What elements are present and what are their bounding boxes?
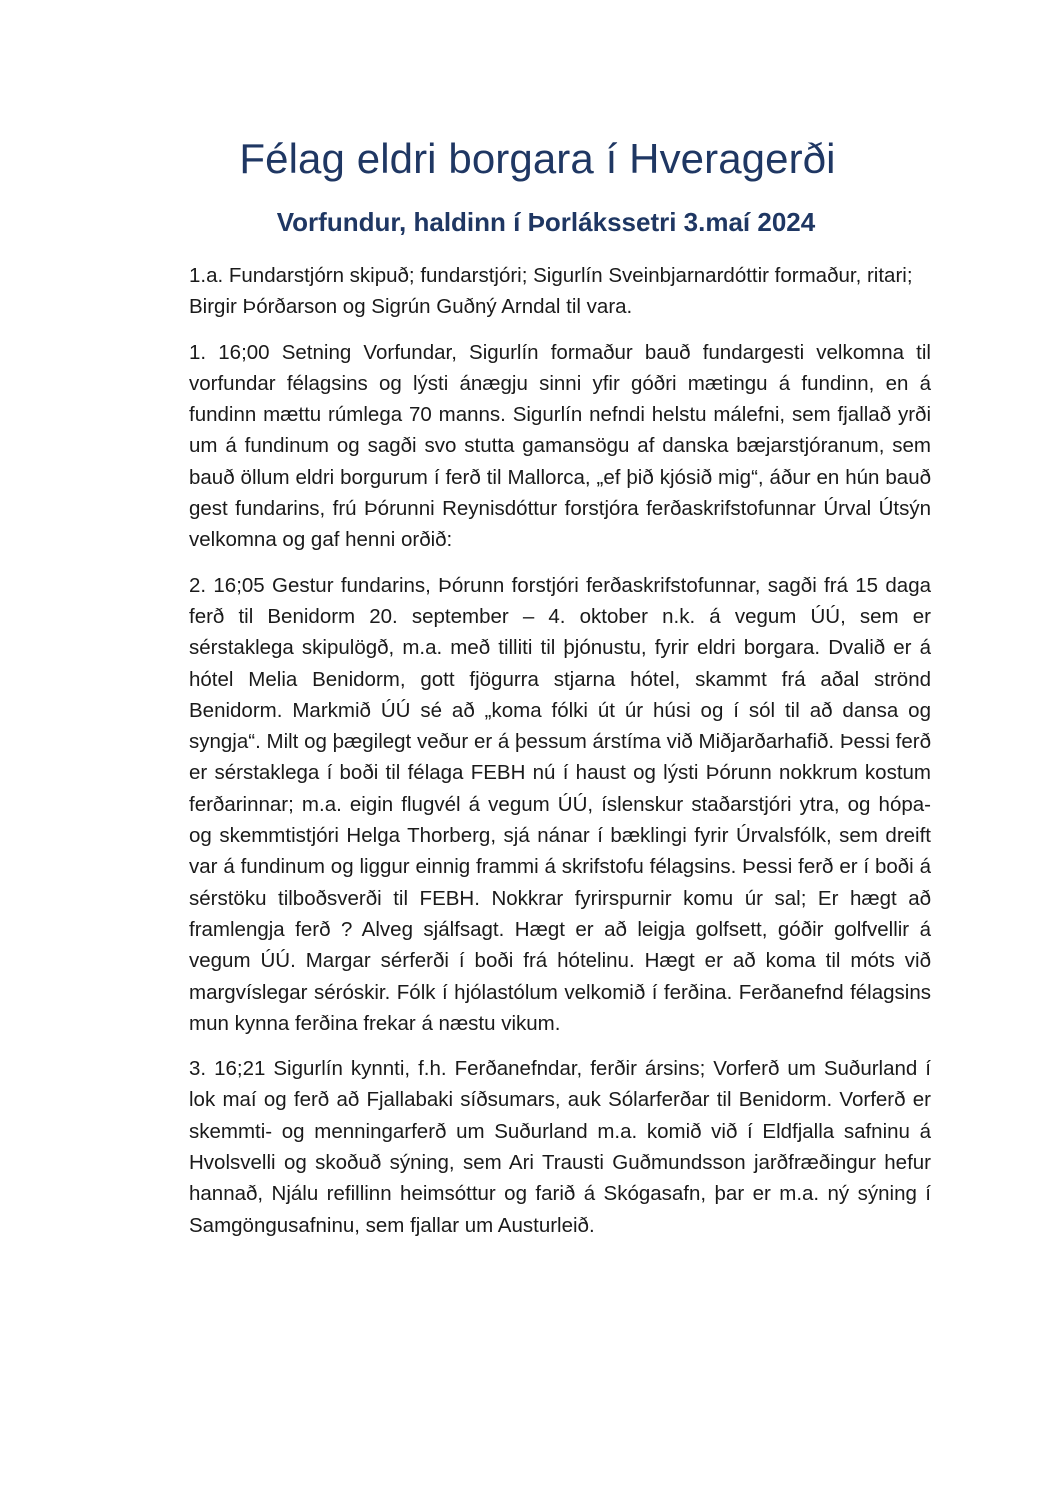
paragraph-1-opening: 1. 16;00 Setning Vorfundar, Sigurlín formaður bauð fundargesti velkomna til vorfundar félagsins og lýsti ánægju sinni yfir góðri mætingu á fundinn, en á fundinn mættu rúmlega 70 manns. Sigurlín nefndi helstu málefni, sem fjallað yrði um á fundinum og sagði svo stutta gamansögu af danska bæjarstjóranum, sem bauð öllum eldri borgurum í ferð til Mallorca, „ef þið kjósið mig“, áður en hún bauð gest fundarins, frú Þórunni Reynisdóttur forstjóra ferðaskrifstofunnar Úrval Útsýn velkomna og gaf henni orðið: bbox=[189, 340, 931, 552]
document-subtitle: Vorfundur, haldinn í Þorlákssetri 3.maí 2024 bbox=[276, 207, 816, 237]
paragraph-1a-meeting-officials: 1.a. Fundarstjórn skipuð; fundarstjóri; Sigurlín Sveinbjarnardóttir formaður, ritari; Birgir Þórðarson og Sigrún Guðný Arndal til vara. bbox=[189, 264, 913, 319]
paragraph-2-guest-benidorm-trip: 2. 16;05 Gestur fundarins, Þórunn forstjóri ferðaskrifstofunnar, sagði frá 15 daga ferð til Benidorm 20. september – 4. oktober n.k. á vegum ÚÚ, sem er sérstaklega skipulögð, m.a. með tilliti til þjónustu, fyrir eldri borgara. Dvalið er á hótel Melia Benidorm, gott fjögurra stjarna hótel, skammt frá aðal strönd Benidorm. Markmið ÚÚ sé að „koma fólki út úr húsi og í sól til að dansa og syngja“. Milt og þægilegt veður er á þessum árstíma við Miðjarðarhafið. Þessi ferð er sérstaklega í boði til félaga FEBH nú í haust og lýsti Þórunn nokkrum kostum ferðarinnar; m.a. eigin flugvél á vegum ÚÚ, íslenskur staðarstjóri ytra, og hópa- og skemmtistjóri Helga Thorberg, sjá nánar í bæklingi fyrir Úrvalsfólk, sem dreift var á fundinum og liggur einnig frammi á skrifstofu félagsins. Þessi ferð er í boði á sérstöku tilboðsverði til FEBH. Nokkrar fyrirspurnir komu úr sal; Er hægt að framlengja ferð ? Alveg sjálfsagt. Hægt er að leigja golfsett, góðir golfvellir á vegum ÚÚ. Margar sérferði í boði frá hótelinu. Hægt er að koma til móts við margvíslegar séróskir. Fólk í hjólastólum velkomið í ferðina. Ferðanefnd félagsins mun kynna ferðina frekar á næstu vikum. bbox=[189, 573, 931, 1035]
document-body bbox=[189, 260, 931, 1255]
document-title: Félag eldri borgara í Hveragerði bbox=[239, 135, 836, 182]
paragraph-3-travel-committee: 3. 16;21 Sigurlín kynnti, f.h. Ferðanefndar, ferðir ársins; Vorferð um Suðurland í lok maí og ferð að Fjallabaki síðsumars, auk Sólarferðar til Benidorm. Vorferð er skemmti- og menningarferð um Suðurland m.a. komið við í Eldfjalla safninu á Hvolsvelli og skoðuð sýning, sem Ari Trausti Guðmundsson jarðfræðingur hefur hannað, Njálu refillinn heimsóttur og farið á Skógasafn, þar er m.a. ný sýning í Samgöngusafninu, sem fjallar um Austurleið. bbox=[189, 1057, 931, 1237]
